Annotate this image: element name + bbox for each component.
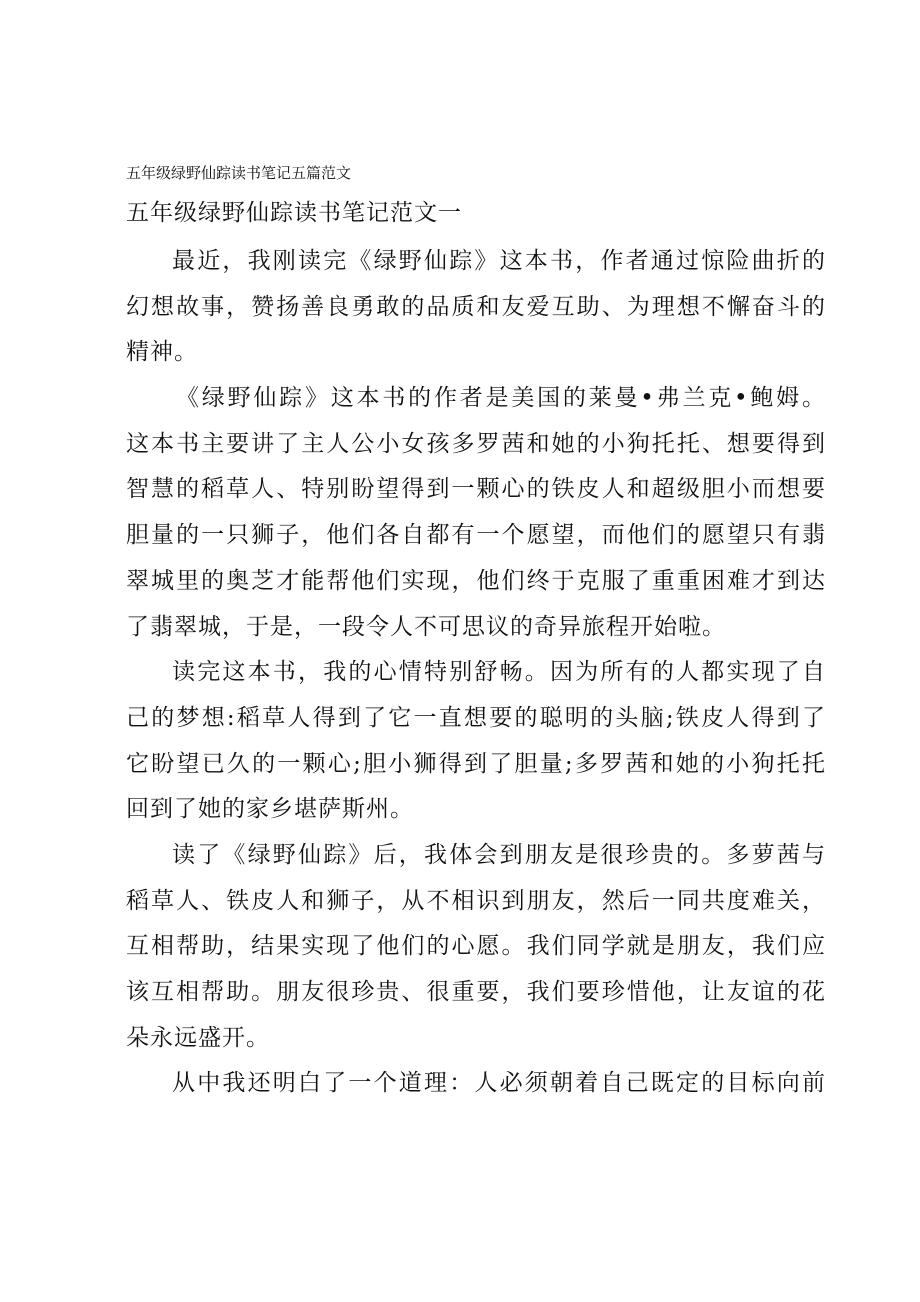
text-line: 胆量的一只狮子，他们各自都有一个愿望，而他们的愿望只有翡 [126,522,826,549]
text-line: 最近，我刚读完《绿野仙踪》这本书，作者通过惊险曲折的 [172,248,826,274]
text-line: 朵永远盛开。 [126,1024,270,1051]
text-line: 回到了她的家乡堪萨斯州。 [126,796,414,823]
document-title: 五年级绿野仙踪读书笔记五篇范文 [126,164,352,182]
text-line: 稻草人、铁皮人和狮子，从不相识到朋友，然后一同共度难关， [126,887,826,914]
text-line: 读完这本书，我的心情特别舒畅。因为所有的人都实现了自 [172,659,826,686]
text-line: 己的梦想:稻草人得到了它一直想要的聪明的头脑;铁皮人得到了 [126,704,826,731]
text-line: 从中我还明白了一个道理：人必须朝着自己既定的目标向前 [172,1070,826,1097]
text-line: 智慧的稻草人、特别盼望得到一颗心的铁皮人和超级胆小而想要 [126,476,826,503]
section-heading: 五年级绿野仙踪读书笔记范文一 [126,200,462,226]
text-line: 精神。 [126,339,198,366]
text-line: 了翡翠城，于是，一段令人不可思议的奇异旅程开始啦。 [126,613,726,640]
text-line: 它盼望已久的一颗心;胆小狮得到了胆量;多罗茜和她的小狗托托 [126,750,826,777]
text-line: 互相帮助，结果实现了他们的心愿。我们同学就是朋友，我们应 [126,933,826,960]
text-line: 幻想故事，赞扬善良勇敢的品质和友爱互助、为理想不懈奋斗的 [126,293,826,320]
text-line: 《绿野仙踪》这本书的作者是美国的莱曼•弗兰克•鲍姆。 [176,385,826,412]
text-line: 这本书主要讲了主人公小女孩多罗茜和她的小狗托托、想要得到 [126,430,826,457]
body-text [126,239,826,1107]
text-line: 读了《绿野仙踪》后，我体会到朋友是很珍贵的。多萝茜与 [172,841,826,868]
text-line: 翠城里的奥芝才能帮他们实现，他们终于克服了重重困难才到达 [126,567,826,594]
text-line: 该互相帮助。朋友很珍贵、很重要，我们要珍惜他，让友谊的花 [126,979,826,1005]
